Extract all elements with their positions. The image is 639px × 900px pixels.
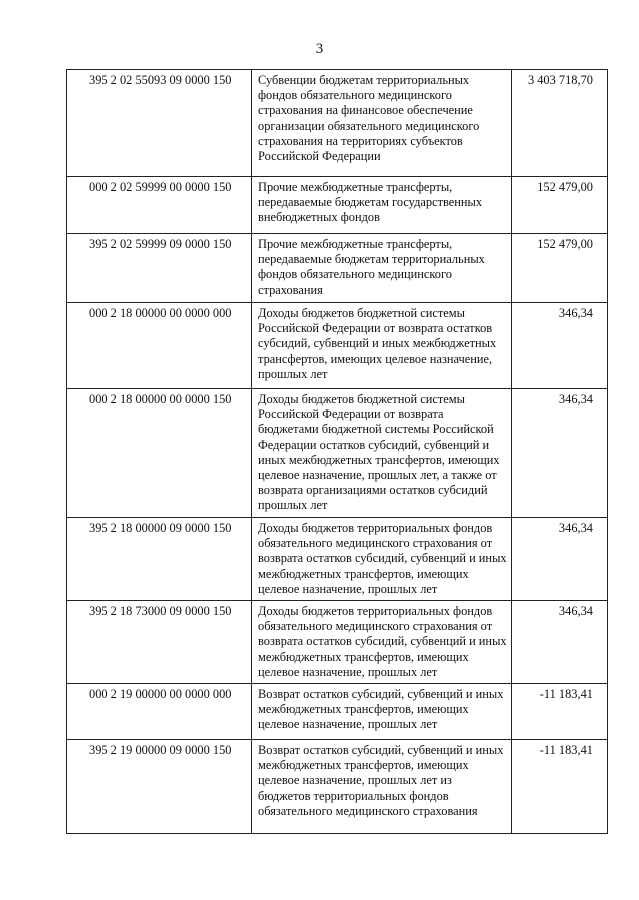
classification-code: 395 2 19 00000 09 0000 150 xyxy=(67,740,252,834)
revenue-name: Доходы бюджетов территориальных фондов обязательного медицинского страхования от возврата остатков субсидий, субвенций и иных межбюджетных трансфертов, имеющих целевое назначение, прошлых лет xyxy=(252,518,512,601)
revenue-amount: 346,34 xyxy=(512,601,608,684)
classification-code: 395 2 02 59999 09 0000 150 xyxy=(67,234,252,303)
revenue-amount: 346,34 xyxy=(512,518,608,601)
revenue-name: Субвенции бюджетам территориальных фондов обязательного медицинского страхования на финансовое обеспечение организации обязательного медицинского страхования на территориях субъектов Российской Федерации xyxy=(252,70,512,177)
revenue-amount: 346,34 xyxy=(512,303,608,389)
table-row xyxy=(67,601,608,684)
revenue-amount: 346,34 xyxy=(512,389,608,518)
revenue-name: Прочие межбюджетные трансферты, передаваемые бюджетам территориальных фондов обязательного медицинского страхования xyxy=(252,234,512,303)
budget-revenue-table xyxy=(66,69,608,834)
revenue-amount: -11 183,41 xyxy=(512,740,608,834)
classification-code: 000 2 19 00000 00 0000 000 xyxy=(67,684,252,740)
revenue-amount: 152 479,00 xyxy=(512,234,608,303)
table-row xyxy=(67,234,608,303)
table-row xyxy=(67,303,608,389)
revenue-name: Возврат остатков субсидий, субвенций и иных межбюджетных трансфертов, имеющих целевое назначение, прошлых лет xyxy=(252,684,512,740)
revenue-name: Прочие межбюджетные трансферты, передаваемые бюджетам государственных внебюджетных фондов xyxy=(252,177,512,234)
classification-code: 000 2 18 00000 00 0000 150 xyxy=(67,389,252,518)
revenue-name: Доходы бюджетов бюджетной системы Российской Федерации от возврата бюджетами бюджетной системы Российской Федерации остатков субсидий, субвенций и иных межбюджетных трансфертов, имеющих целевое назначение, прошлых лет, а также от возврата организациями остатков субсидий прошлых лет xyxy=(252,389,512,518)
classification-code: 395 2 02 55093 09 0000 150 xyxy=(67,70,252,177)
table-row xyxy=(67,684,608,740)
classification-code: 000 2 18 00000 00 0000 000 xyxy=(67,303,252,389)
table-row xyxy=(67,740,608,834)
table-row xyxy=(67,389,608,518)
classification-code: 395 2 18 73000 09 0000 150 xyxy=(67,601,252,684)
page-number: 3 xyxy=(315,41,324,57)
revenue-amount: 3 403 718,70 xyxy=(512,70,608,177)
revenue-name: Доходы бюджетов территориальных фондов обязательного медицинского страхования от возврата остатков субсидий, субвенций и иных межбюджетных трансфертов, имеющих целевое назначение, прошлых лет xyxy=(252,601,512,684)
classification-code: 000 2 02 59999 00 0000 150 xyxy=(67,177,252,234)
table-row xyxy=(67,177,608,234)
revenue-amount: -11 183,41 xyxy=(512,684,608,740)
revenue-amount: 152 479,00 xyxy=(512,177,608,234)
revenue-name: Доходы бюджетов бюджетной системы Российской Федерации от возврата остатков субсидий, субвенций и иных межбюджетных трансфертов, имеющих целевое назначение, прошлых лет xyxy=(252,303,512,389)
revenue-name: Возврат остатков субсидий, субвенций и иных межбюджетных трансфертов, имеющих целевое назначение, прошлых лет из бюджетов территориальных фондов обязательного медицинского страхования xyxy=(252,740,512,834)
table-row xyxy=(67,70,608,177)
classification-code: 395 2 18 00000 09 0000 150 xyxy=(67,518,252,601)
table-row xyxy=(67,518,608,601)
table-body xyxy=(67,70,608,834)
